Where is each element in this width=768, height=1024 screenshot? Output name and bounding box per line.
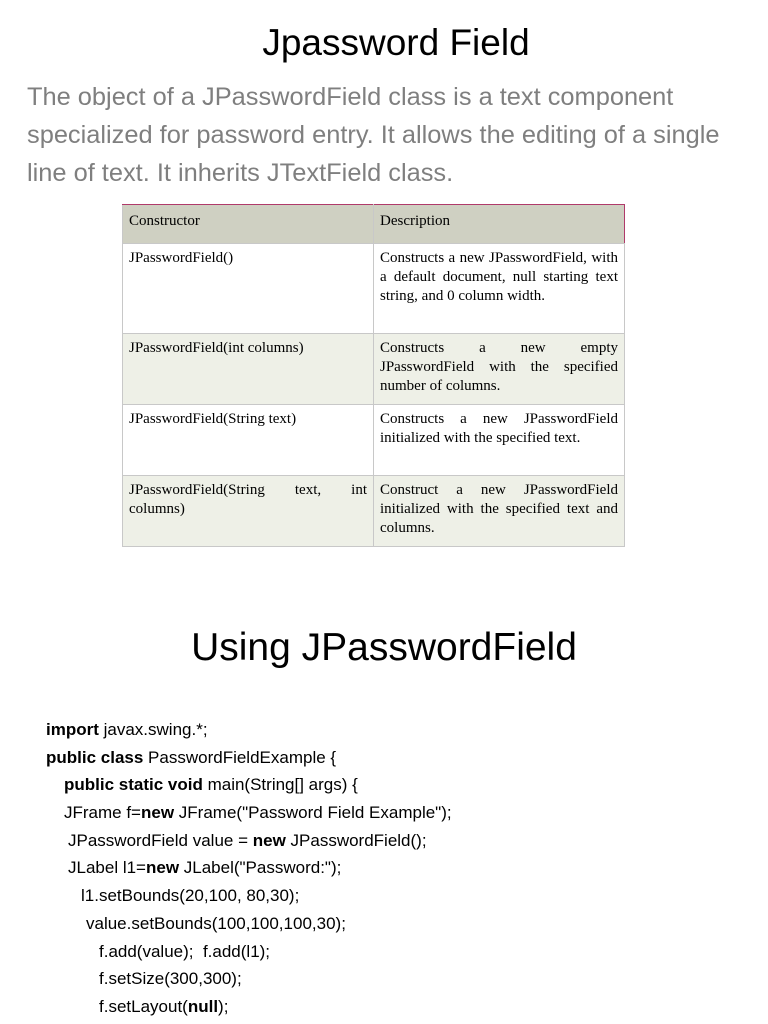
description-cell: Constructs a new JPasswordField, with a default document, null starting text string, and 0 column width.	[374, 244, 625, 334]
code-text: JLabel("Password:");	[179, 858, 342, 878]
code-text: value.setBounds(100,100,100,30);	[86, 913, 346, 933]
code-line	[99, 993, 487, 1021]
table-header-row	[123, 205, 625, 244]
code-keyword: import	[46, 720, 99, 739]
section-title: Using JPasswordField	[191, 626, 577, 669]
intro-paragraph: The object of a JPasswordField class is a text component specialized for password entry. It allows the editing of a single line of text. It inherits JTextField class.	[27, 83, 720, 187]
code-keyword: new	[145, 858, 180, 878]
header-constructor: Constructor	[123, 205, 374, 244]
code-text: f.setLayout(	[99, 996, 188, 1016]
constructor-table	[122, 204, 625, 547]
constructor-cell: JPasswordField(int columns)	[123, 334, 374, 405]
code-text: PasswordFieldExample {	[143, 747, 337, 767]
constructor-cell: JPasswordField(String text)	[123, 405, 374, 476]
code-text: JPasswordField value =	[68, 830, 253, 850]
table-row	[123, 244, 625, 334]
table-row	[123, 476, 625, 547]
code-text: JPasswordField();	[285, 830, 427, 850]
page-title: Jpassword Field	[262, 22, 530, 63]
code-text: main(String[] args) {	[202, 775, 358, 795]
code-text: JFrame f=	[64, 803, 141, 823]
code-text: JFrame("Password Field Example");	[174, 803, 452, 823]
code-line	[86, 910, 474, 938]
table-row	[123, 334, 625, 405]
code-keyword: public class	[46, 747, 144, 767]
description-cell: Construct a new JPasswordField initialized with the specified text and columns.	[374, 476, 625, 547]
code-keyword: new	[141, 803, 175, 823]
description-cell: Constructs a new JPasswordField initialized with the specified text.	[374, 405, 625, 476]
constructor-cell: JPasswordField()	[123, 244, 374, 334]
code-line	[99, 938, 487, 966]
code-keyword: null	[187, 996, 219, 1016]
code-line	[81, 882, 469, 910]
code-line	[99, 965, 487, 993]
code-block	[46, 716, 452, 1021]
description-cell: Constructs a new empty JPasswordField with the specified number of columns.	[374, 334, 625, 405]
constructor-cell: JPasswordField(String text, int columns)	[123, 476, 374, 547]
code-line	[68, 854, 456, 882]
code-text: l1.setBounds(20,100, 80,30);	[81, 886, 300, 906]
code-line	[68, 827, 456, 855]
code-line	[64, 771, 452, 799]
code-line	[46, 716, 434, 744]
code-text: f.add(value); f.add(l1);	[99, 941, 271, 961]
code-line	[64, 799, 452, 827]
header-description: Description	[374, 205, 625, 244]
table-row	[123, 405, 625, 476]
code-text: JLabel l1=	[68, 858, 146, 878]
code-text: );	[218, 996, 229, 1016]
code-text: javax.swing.*;	[98, 720, 208, 739]
code-keyword: new	[252, 830, 286, 850]
code-line	[46, 744, 434, 772]
code-text: f.setSize(300,300);	[99, 969, 242, 989]
code-keyword: public static void	[64, 775, 203, 795]
